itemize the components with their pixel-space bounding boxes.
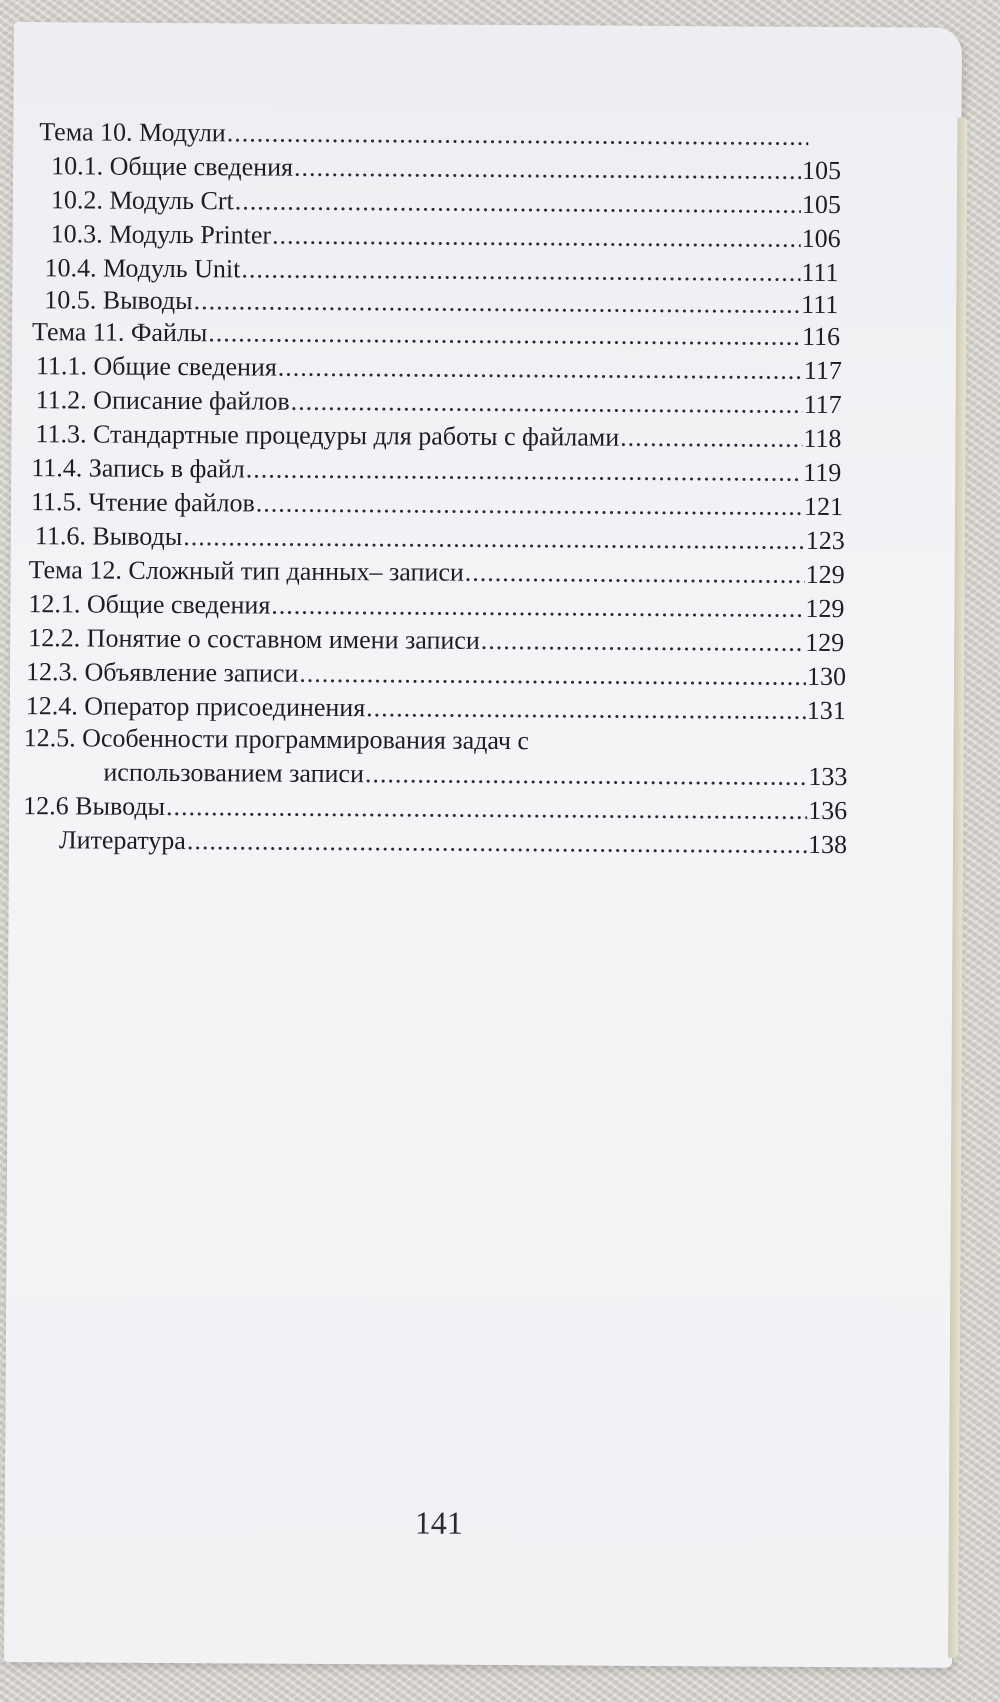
- toc-entry: [28, 588, 844, 625]
- toc-entry-page: 133: [808, 761, 848, 792]
- toc-entry: [35, 418, 841, 455]
- dot-leader: [183, 521, 805, 557]
- toc-entry: [36, 384, 842, 421]
- toc-entry: [32, 316, 840, 353]
- toc-entry-label: 12.1. Общие сведения: [28, 589, 271, 620]
- dot-leader: [366, 692, 806, 727]
- toc-entry-label: 12.2. Понятие о составном имени записи: [28, 623, 480, 655]
- toc-entry: [51, 184, 841, 221]
- toc-entry-label: 10.5. Выводы: [44, 285, 193, 316]
- toc-entry: [31, 452, 841, 489]
- toc-entry-page: 118: [803, 423, 842, 454]
- book-page: [4, 22, 962, 1668]
- dot-leader: [278, 352, 803, 387]
- toc-entry-label: использованием записи: [103, 757, 365, 789]
- dot-leader: [241, 253, 800, 288]
- toc-entry-page: 105: [802, 155, 842, 186]
- dot-leader: [294, 152, 801, 187]
- dot-leader: [194, 285, 801, 321]
- toc-entry: [44, 284, 838, 321]
- dot-leader: [299, 658, 806, 693]
- toc-entry: [44, 252, 838, 289]
- toc-entry-label: 11.5. Чтение файлов: [30, 487, 255, 518]
- toc-entry-page: 117: [803, 355, 842, 386]
- toc-entry-page: 111: [801, 289, 839, 320]
- toc-entry-page: 116: [801, 321, 841, 352]
- table-of-contents: [4, 22, 962, 1668]
- toc-entry-label: 10.4. Модуль Unit: [44, 253, 241, 284]
- toc-entry-label: Тема 10. Модули: [39, 117, 226, 148]
- toc-entry-label: 11.3. Стандартные процедуры для работы с файлами: [35, 419, 620, 452]
- toc-entry-label: Тема 11. Файлы: [32, 317, 208, 348]
- dot-leader: [227, 117, 809, 153]
- toc-entry-label: 11.6. Выводы: [34, 521, 183, 552]
- dot-leader: [246, 453, 803, 488]
- dot-leader: [272, 220, 801, 255]
- toc-entry-page: 130: [806, 661, 847, 692]
- toc-entry-page: 106: [801, 223, 841, 254]
- toc-entry-page: 117: [803, 389, 842, 420]
- toc-entry: [35, 520, 845, 557]
- toc-entry-page: 129: [805, 627, 845, 658]
- toc-entry: [51, 218, 841, 255]
- toc-entry: [103, 757, 847, 794]
- toc-entry-label: 12.5. Особенности программирования задач с: [23, 723, 530, 756]
- toc-entry-page: 105: [801, 189, 841, 220]
- toc-entry-page: 121: [803, 491, 844, 522]
- dot-leader: [620, 422, 802, 455]
- page-number: 141: [414, 1504, 463, 1541]
- toc-entry-page: 129: [805, 593, 845, 624]
- toc-entry: [36, 350, 842, 387]
- toc-entry: [26, 690, 846, 727]
- toc-entry-label: Литература: [58, 825, 186, 856]
- toc-entry: [29, 554, 845, 591]
- dot-leader: [187, 825, 807, 861]
- dot-leader: [465, 557, 805, 591]
- toc-entry-page: 123: [805, 525, 845, 556]
- dot-leader: [208, 317, 801, 353]
- toc-entry-page: 111: [801, 257, 839, 288]
- toc-entry-label: 12.4. Оператор присоединения: [25, 691, 366, 723]
- toc-entry-page: 129: [805, 559, 845, 590]
- toc-entry-label: Тема 12. Сложный тип данных– записи: [28, 555, 464, 587]
- toc-entry-label: 10.2. Модуль Crt: [50, 185, 234, 216]
- toc-entry-label: 11.1. Общие сведения: [35, 351, 277, 382]
- dot-leader: [235, 185, 801, 220]
- toc-entry-label: 11.2. Описание файлов: [35, 385, 290, 416]
- toc-entry: [39, 116, 809, 153]
- dot-leader: [166, 791, 807, 827]
- dot-leader: [481, 625, 805, 659]
- toc-entry-page: 136: [808, 795, 848, 826]
- toc-entry: [23, 790, 847, 827]
- toc-entry-page: 119: [803, 457, 842, 488]
- dot-leader: [291, 386, 803, 421]
- toc-entry-label: 10.1. Общие сведения: [51, 151, 294, 182]
- toc-entry: [31, 486, 843, 523]
- toc-entry-label: 12.3. Объявление записи: [25, 657, 299, 688]
- toc-entry-page: 138: [807, 829, 848, 860]
- toc-entry: [26, 656, 846, 693]
- toc-entry-label: 12.6 Выводы: [23, 791, 166, 821]
- toc-entry: [59, 824, 847, 861]
- dot-leader: [256, 487, 803, 522]
- toc-entry: [51, 150, 841, 187]
- toc-entry-label: 10.3. Модуль Printer: [50, 219, 272, 250]
- dot-leader: [365, 758, 808, 793]
- toc-entry-page: 131: [806, 695, 846, 726]
- dot-leader: [271, 590, 804, 625]
- toc-entry-label: 11.4. Запись в файл: [31, 453, 245, 484]
- toc-entry: [28, 622, 844, 659]
